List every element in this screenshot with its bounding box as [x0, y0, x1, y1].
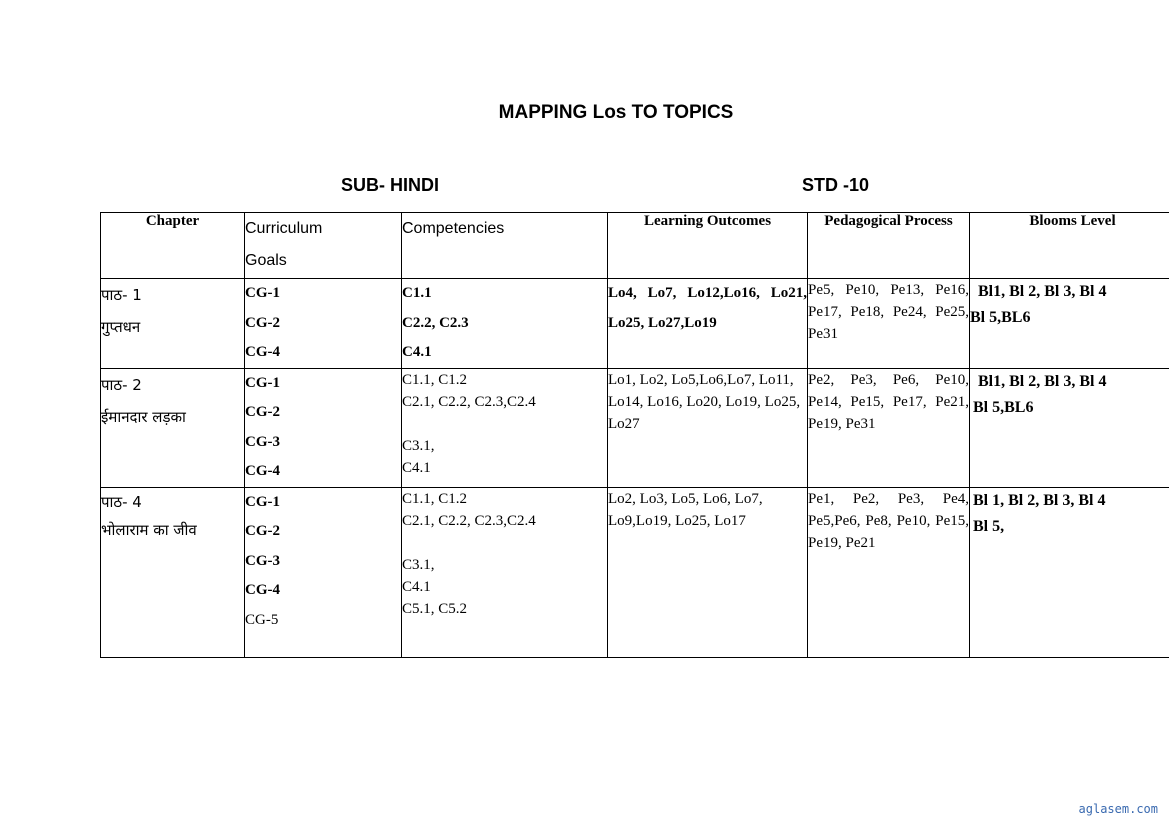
competency-item: C1.1, C1.2: [402, 490, 468, 507]
subject-label: SUB- HINDI: [341, 175, 439, 195]
mapping-table: [100, 212, 1169, 658]
header-learning-outcomes: Learning Outcomes: [608, 213, 808, 279]
header-curriculum-goals: [245, 213, 402, 279]
header-pedagogical-process: Pedagogical Process: [808, 213, 970, 279]
competency-item: C2.1, C2.2, C2.3,C2.4: [402, 393, 536, 410]
blooms-line: Bl 5,BL6: [973, 398, 1034, 416]
competency-item: C4.1: [402, 459, 431, 476]
goal-item: CG-2: [245, 523, 280, 539]
competencies-cell: [402, 487, 608, 657]
competency-item: C4.1: [402, 578, 431, 595]
competency-item: C3.1,: [402, 556, 435, 573]
blooms-cell: [970, 487, 1169, 657]
header-row: [101, 213, 1169, 279]
chapter-number: पाठ- 1: [101, 286, 142, 304]
watermark-footer: aglasem.com: [1078, 802, 1158, 816]
competency-item: C2.2, C2.3: [402, 314, 469, 331]
goal-item: CG-4: [245, 582, 280, 598]
chapter-name: गुप्तधन: [101, 318, 141, 336]
pedagogical-cell: Pe5, Pe10, Pe13, Pe16, Pe17, Pe18, Pe24, Pe25, Pe31: [808, 279, 970, 369]
chapter-number: पाठ- 2: [101, 375, 142, 394]
blooms-line: Bl1, Bl 2, Bl 3, Bl 4: [978, 283, 1107, 300]
pedagogical-cell: Pe2, Pe3, Pe6, Pe10, Pe14, Pe15, Pe17, Pe21, Pe19, Pe31: [808, 368, 970, 487]
standard-label: STD -10: [802, 175, 870, 195]
competency-item: C2.1, C2.2, C2.3,C2.4: [402, 512, 536, 529]
goals-cell: [245, 279, 402, 369]
chapter-name: ईमानदार लड़का: [101, 407, 186, 426]
header-blooms-level: Blooms Level: [970, 213, 1169, 279]
goal-item: CG-4: [245, 344, 280, 360]
page-title: MAPPING Los TO TOPICS: [498, 102, 734, 123]
chapter-number: पाठ- 4: [101, 492, 142, 511]
blooms-line: Bl 5,BL6: [970, 309, 1031, 326]
blooms-cell: [970, 279, 1169, 369]
header-competencies: Competencies: [402, 213, 608, 279]
chapter-cell: [101, 279, 245, 369]
competency-item: C1.1: [402, 285, 432, 301]
blooms-line: Bl1, Bl 2, Bl 3, Bl 4: [978, 372, 1107, 390]
goal-item: CG-1: [245, 374, 280, 391]
blooms-line: Bl 5,: [973, 517, 1005, 535]
chapter-cell: [101, 487, 245, 657]
goals-cell: [245, 368, 402, 487]
competency-item: C1.1, C1.2: [402, 371, 468, 388]
goal-item: CG-5: [245, 611, 279, 628]
goals-cell: [245, 487, 402, 657]
chapter-cell: [101, 368, 245, 487]
goal-item: CG-3: [245, 433, 280, 450]
competency-item: C4.1: [402, 344, 432, 360]
learning-outcomes-cell: Lo1, Lo2, Lo5,Lo6,Lo7, Lo11, Lo14, Lo16, Lo20, Lo19, Lo25, Lo27: [608, 368, 808, 487]
goal-item: CG-4: [245, 463, 280, 479]
table-row: [101, 368, 1169, 487]
table-row: [101, 487, 1169, 657]
competency-item: C5.1, C5.2: [402, 600, 468, 617]
pedagogical-cell: Pe1, Pe2, Pe3, Pe4, Pe5,Pe6, Pe8, Pe10, Pe15, Pe19, Pe21: [808, 487, 970, 657]
competencies-cell: [402, 368, 608, 487]
blooms-line: Bl 1, Bl 2, Bl 3, Bl 4: [973, 491, 1106, 509]
table-row: [101, 279, 1169, 369]
header-curriculum-goals-line1: Curriculum: [245, 220, 323, 237]
goal-item: CG-1: [245, 285, 280, 301]
chapter-name: भोलाराम का जीव: [101, 520, 197, 539]
goal-item: CG-2: [245, 314, 280, 331]
goal-item: CG-2: [245, 404, 280, 420]
header-curriculum-goals-line2: Goals: [245, 252, 287, 269]
goal-item: CG-3: [245, 552, 280, 569]
header-chapter: Chapter: [101, 213, 245, 279]
blooms-cell: [970, 368, 1169, 487]
competencies-cell: [402, 279, 608, 369]
competency-item: C3.1,: [402, 437, 435, 454]
learning-outcomes-cell: Lo4, Lo7, Lo12,Lo16, Lo21, Lo25, Lo27,Lo19: [608, 279, 808, 369]
learning-outcomes-cell: Lo2, Lo3, Lo5, Lo6, Lo7, Lo9,Lo19, Lo25, Lo17: [608, 487, 808, 657]
goal-item: CG-1: [245, 493, 280, 510]
